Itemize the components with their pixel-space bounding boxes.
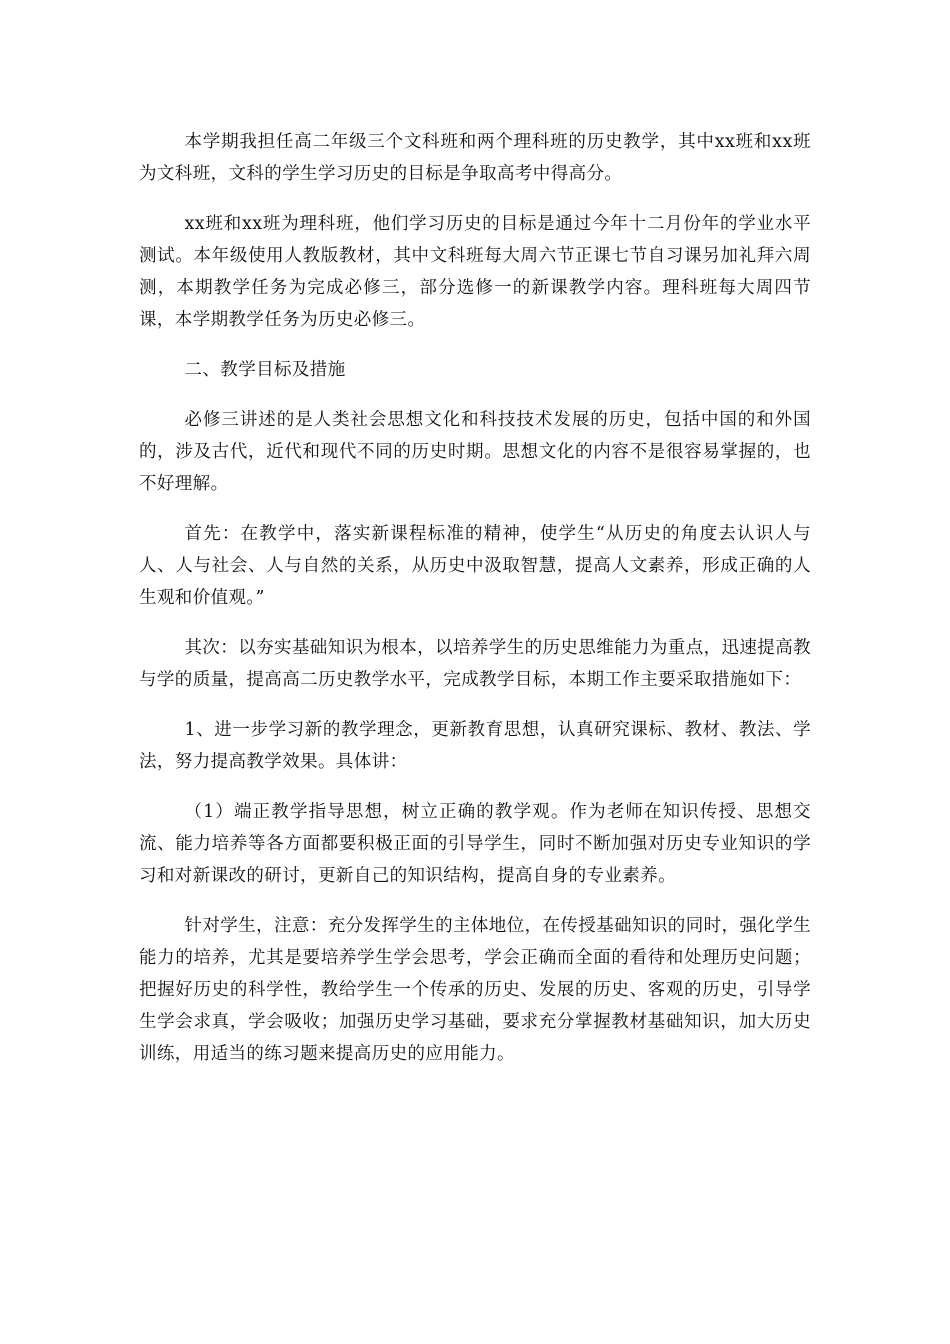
paragraph-compulsory-three: 必修三讲述的是人类社会思想文化和科技技术发展的历史，包括中国的和外国的，涉及古代，近代和现代不同的历史时期。思想文化的内容不是很容易掌握的，也不好理解。: [139, 410, 811, 494]
paragraph-science-classes: xx班和xx班为理科班，他们学习历史的目标是通过今年十二月份年的学业水平测试。本年级使用人教版教材，其中文科班每大周六节正课七节自习课另加礼拜六周测，本期教学任务为完成必修三，部分选修一的新课教学内容。理科班每大周四节课，本学期教学任务为历史必修三。: [139, 214, 811, 330]
paragraph-students: 针对学生，注意：充分发挥学生的主体地位，在传授基础知识的同时，强化学生能力的培养，尤其是要培养学生学会思考，学会正确而全面的看待和处理历史问题；把握好历史的科学性，教给学生一个传承的历史、发展的历史、客观的历史，引导学生学会求真，学会吸收；加强历史学习基础，要求充分掌握教材基础知识，加大历史训练，用适当的练习题来提高历史的应用能力。: [139, 916, 811, 1064]
paragraph-item-1: 1、进一步学习新的教学理念，更新教育思想，认真研究课标、教材、教法、学法，努力提高教学效果。具体讲：: [139, 720, 811, 772]
document-body: [139, 126, 811, 1088]
section-heading-goals: 二、教学目标及措施: [184, 360, 346, 380]
paragraph-intro: 本学期我担任高二年级三个文科班和两个理科班的历史教学，其中xx班和xx班为文科班，文科的学生学习历史的目标是争取高考中得高分。: [139, 132, 811, 184]
paragraph-second: 其次：以夯实基础知识为根本，以培养学生的历史思维能力为重点，迅速提高教与学的质量，提高高二历史教学水平，完成教学目标，本期工作主要采取措施如下：: [139, 638, 811, 690]
paragraph-subitem-1: （1）端正教学指导思想，树立正确的教学观。作为老师在知识传授、思想交流、能力培养等各方面都要积极正面的引导学生，同时不断加强对历史专业知识的学习和对新课改的研讨，更新自己的知识结构，提高自身的专业素养。: [139, 802, 811, 886]
paragraph-first: 首先：在教学中，落实新课程标准的精神，使学生“从历史的角度去认识人与人、人与社会、人与自然的关系，从历史中汲取智慧，提高人文素养，形成正确的人生观和价值观。”: [139, 524, 811, 608]
